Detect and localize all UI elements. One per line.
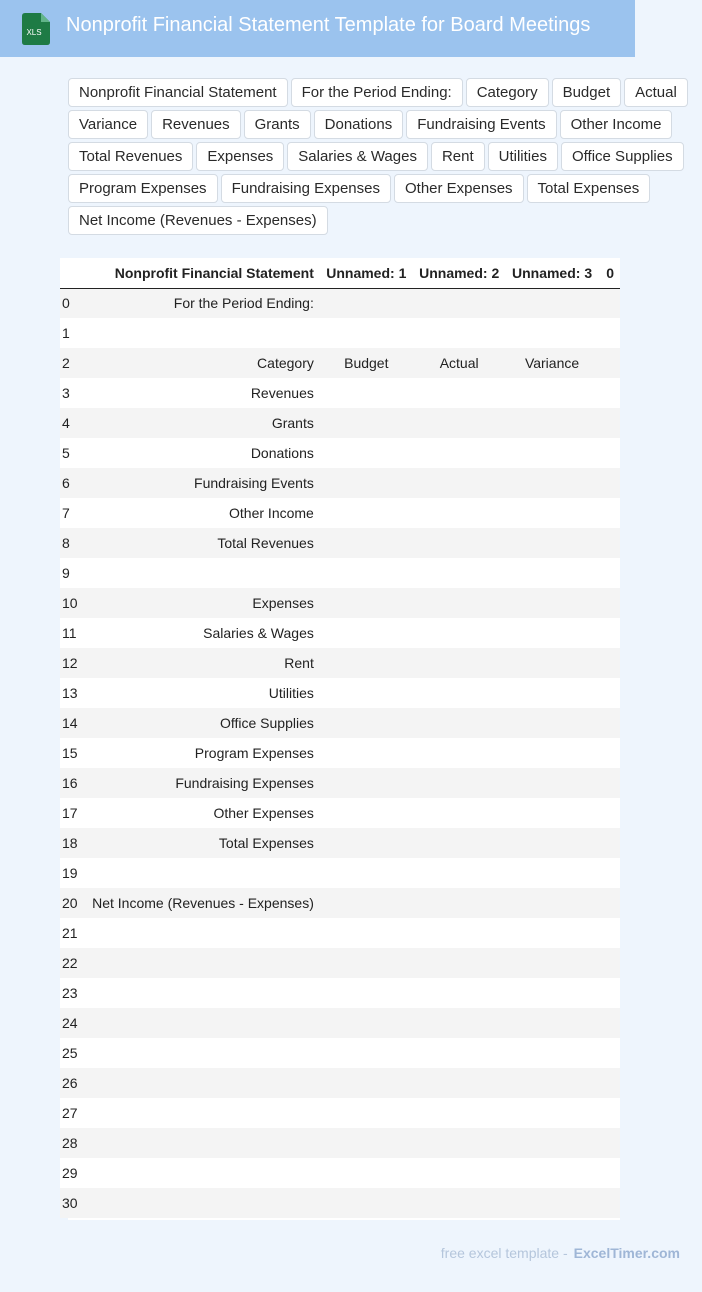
tag-chip[interactable]: Variance (68, 110, 148, 139)
table-cell (84, 1128, 320, 1158)
footer-text: free excel template - (440, 1245, 568, 1261)
table-row (60, 1038, 620, 1068)
row-index-cell: 22 (62, 955, 78, 971)
table-cell (84, 978, 320, 1008)
table-cell (598, 378, 620, 408)
table-row (60, 468, 620, 498)
table-cell (320, 978, 413, 1008)
row-index-cell: 12 (62, 655, 78, 671)
row-index-cell: 19 (62, 865, 78, 881)
table-cell (84, 918, 320, 948)
row-index-cell: 9 (62, 565, 70, 581)
column-header (60, 258, 84, 288)
table-cell (413, 378, 506, 408)
table-cell: Total Expenses (218, 835, 314, 851)
table-row (60, 828, 620, 858)
table-row (60, 498, 620, 528)
table-cell (413, 828, 506, 858)
table-cell (598, 888, 620, 918)
tag-chip[interactable]: Expenses (196, 142, 284, 171)
table-cell (598, 768, 620, 798)
table-cell (506, 1068, 599, 1098)
table-row (60, 348, 620, 378)
row-index-cell: 4 (62, 415, 70, 431)
table-cell (320, 858, 413, 888)
table-cell: Revenues (250, 385, 314, 401)
row-index-cell: 21 (62, 925, 78, 941)
table-cell (320, 948, 413, 978)
table-cell (598, 648, 620, 678)
table-cell (84, 858, 320, 888)
table-cell (506, 738, 599, 768)
table-cell (506, 558, 599, 588)
table-cell (598, 1068, 620, 1098)
table-cell: Utilities (268, 685, 314, 701)
table-cell (506, 858, 599, 888)
table-cell (320, 798, 413, 828)
table-cell (506, 978, 599, 1008)
table-cell (506, 1188, 599, 1218)
table-cell (598, 918, 620, 948)
table-cell (413, 588, 506, 618)
xls-icon-label: XLS (26, 28, 42, 37)
table-cell: Grants (271, 415, 314, 431)
footer-brand-link[interactable]: ExcelTimer.com (573, 1245, 680, 1261)
table-row (60, 1008, 620, 1038)
table-cell (320, 558, 413, 588)
tag-chip[interactable]: Net Income (Revenues - Expenses) (68, 206, 328, 235)
row-index-cell: 5 (62, 445, 70, 461)
table-cell (598, 498, 620, 528)
table-cell (413, 498, 506, 528)
row-index-cell: 18 (62, 835, 78, 851)
row-index-cell: 25 (62, 1045, 78, 1061)
table-cell (413, 648, 506, 678)
row-index-cell: 11 (62, 625, 77, 641)
table-cell (598, 438, 620, 468)
table-cell (413, 708, 506, 738)
table-cell (413, 438, 506, 468)
tag-chip[interactable]: Other Expenses (394, 174, 524, 203)
tag-list (68, 78, 688, 235)
table-cell (598, 558, 620, 588)
table-cell (506, 408, 599, 438)
table-row (60, 918, 620, 948)
column-header: Unnamed: 1 (320, 258, 413, 288)
table-row (60, 678, 620, 708)
table-cell (506, 318, 599, 348)
tag-chip[interactable]: Budget (552, 78, 622, 107)
table-cell: Office Supplies (219, 715, 314, 731)
table-row (60, 438, 620, 468)
table-row (60, 558, 620, 588)
table-cell (506, 288, 599, 318)
table-cell (413, 318, 506, 348)
table-cell (598, 948, 620, 978)
table-cell (320, 1038, 413, 1068)
table-cell (506, 438, 599, 468)
table-cell (320, 468, 413, 498)
table-cell (320, 768, 413, 798)
row-index-cell: 29 (62, 1165, 78, 1181)
table-cell (506, 888, 599, 918)
table-row (60, 768, 620, 798)
tag-chip[interactable]: Program Expenses (68, 174, 218, 203)
table-cell: Actual (439, 355, 479, 371)
table-cell (320, 588, 413, 618)
table-cell (506, 768, 599, 798)
table-cell (413, 528, 506, 558)
row-index-cell: 26 (62, 1075, 78, 1091)
table-cell (598, 1188, 620, 1218)
table-cell (506, 1038, 599, 1068)
row-index-cell: 27 (62, 1105, 78, 1121)
table-cell (598, 708, 620, 738)
tag-chip[interactable]: Fundraising Expenses (221, 174, 391, 203)
table-cell (598, 468, 620, 498)
table-cell: Fundraising Expenses (175, 775, 314, 791)
table-cell (598, 738, 620, 768)
table-row (60, 408, 620, 438)
table-cell (320, 1128, 413, 1158)
table-cell: Fundraising Events (194, 475, 314, 491)
table-cell (84, 318, 320, 348)
table-cell (598, 618, 620, 648)
table-cell (84, 1158, 320, 1188)
table-cell (506, 1098, 599, 1128)
table-cell (320, 1068, 413, 1098)
row-index-cell: 23 (62, 985, 78, 1001)
table-cell (506, 1128, 599, 1158)
table-cell: For the Period Ending: (173, 295, 314, 312)
table-row (60, 798, 620, 828)
table-cell (413, 888, 506, 918)
row-index-cell: 17 (62, 805, 78, 821)
page-header (0, 0, 635, 57)
table-cell (84, 558, 320, 588)
table-cell (598, 528, 620, 558)
table-cell (320, 888, 413, 918)
table-cell (320, 708, 413, 738)
table-cell (84, 1038, 320, 1068)
row-index-cell: 16 (62, 775, 78, 791)
table-cell (506, 648, 599, 678)
table-cell (320, 408, 413, 438)
table-cell (413, 1098, 506, 1128)
table-cell (413, 468, 506, 498)
table-cell (506, 468, 599, 498)
table-cell (598, 858, 620, 888)
table-cell: Salaries & Wages (203, 625, 314, 641)
table-row (60, 1158, 620, 1188)
row-index-cell: 15 (62, 745, 78, 761)
table-cell (84, 948, 320, 978)
table-cell (413, 858, 506, 888)
table-cell: Donations (250, 445, 314, 461)
table-cell (84, 1188, 320, 1218)
row-index-cell: 28 (62, 1135, 78, 1151)
table-cell (413, 1128, 506, 1158)
table-cell (506, 588, 599, 618)
table-cell (598, 798, 620, 828)
table-cell (506, 918, 599, 948)
table-row (60, 618, 620, 648)
table-cell (506, 948, 599, 978)
table-cell: Rent (284, 655, 314, 671)
table-cell (506, 828, 599, 858)
table-row (60, 288, 620, 318)
column-header: Unnamed: 2 (413, 258, 506, 288)
row-index-cell: 2 (62, 355, 70, 371)
table-cell (320, 618, 413, 648)
table-cell (320, 318, 413, 348)
table-cell (413, 918, 506, 948)
table-cell (413, 738, 506, 768)
table-cell (320, 1188, 413, 1218)
table-cell (320, 648, 413, 678)
column-header: 0 (598, 258, 620, 288)
table-cell (413, 978, 506, 1008)
row-index-cell: 24 (62, 1015, 78, 1031)
row-index-cell: 14 (62, 715, 78, 731)
table-cell (598, 318, 620, 348)
table-cell (320, 378, 413, 408)
table-cell (320, 498, 413, 528)
table-row (60, 588, 620, 618)
table-cell: Other Expenses (213, 805, 314, 821)
table-cell (413, 618, 506, 648)
table-cell (320, 918, 413, 948)
tag-chip[interactable]: Actual (624, 78, 688, 107)
table-cell (598, 1008, 620, 1038)
tag-chip[interactable]: For the Period Ending: (291, 78, 463, 107)
tag-chip[interactable]: Revenues (151, 110, 241, 139)
table-cell (598, 588, 620, 618)
table-cell (84, 1008, 320, 1038)
row-index-cell: 1 (62, 325, 70, 341)
tag-chip[interactable]: Grants (244, 110, 311, 139)
table-cell (320, 828, 413, 858)
table-cell (598, 1128, 620, 1158)
table-row (60, 1098, 620, 1128)
table-cell (598, 978, 620, 1008)
table-cell (598, 408, 620, 438)
table-cell (413, 768, 506, 798)
footer-credit (441, 1245, 680, 1261)
table-cell (506, 1158, 599, 1188)
table-cell (413, 1008, 506, 1038)
table-cell (320, 738, 413, 768)
table-cell (598, 1098, 620, 1128)
table-cell (413, 948, 506, 978)
table-cell (506, 528, 599, 558)
table-row (60, 1068, 620, 1098)
table-cell (506, 708, 599, 738)
tag-chip[interactable]: Utilities (488, 142, 558, 171)
data-table (60, 258, 620, 1218)
table-body (60, 288, 620, 1218)
excel-file-icon (22, 13, 50, 45)
table-row (60, 528, 620, 558)
table-cell (413, 408, 506, 438)
table-row (60, 1188, 620, 1218)
table-row (60, 888, 620, 918)
table-row (60, 1128, 620, 1158)
table-cell (413, 798, 506, 828)
tag-chip[interactable]: Nonprofit Financial Statement (68, 78, 288, 107)
row-index-cell: 0 (62, 295, 70, 312)
row-index-cell: 3 (62, 385, 70, 401)
spreadsheet-preview (62, 258, 620, 1220)
table-cell: Other Income (229, 505, 314, 521)
row-index-cell: 7 (62, 505, 70, 521)
table-cell: Category (257, 355, 314, 371)
table-cell (598, 348, 620, 378)
column-header: Nonprofit Financial Statement (84, 258, 320, 288)
tag-chip[interactable]: Donations (314, 110, 404, 139)
table-cell (320, 528, 413, 558)
tag-chip[interactable]: Total Expenses (527, 174, 651, 203)
table-cell: Budget (344, 355, 389, 371)
table-cell (506, 678, 599, 708)
table-cell (598, 1158, 620, 1188)
table-row (60, 948, 620, 978)
table-row (60, 978, 620, 1008)
table-cell (413, 1188, 506, 1218)
table-cell (413, 558, 506, 588)
table-cell (320, 1098, 413, 1128)
table-cell (84, 1098, 320, 1128)
table-cell: Expenses (252, 595, 314, 611)
table-cell (413, 1038, 506, 1068)
row-index-cell: 30 (62, 1195, 78, 1211)
table-row (60, 858, 620, 888)
row-index-cell: 10 (62, 595, 78, 611)
table-cell (506, 798, 599, 828)
table-header-row (60, 258, 620, 288)
table-cell (506, 618, 599, 648)
row-index-cell: 8 (62, 535, 70, 551)
table-cell (506, 1008, 599, 1038)
table-cell (413, 1158, 506, 1188)
tag-chip[interactable]: Total Revenues (68, 142, 193, 171)
row-index-cell: 6 (62, 475, 70, 491)
table-cell: Net Income (Revenues - Expenses) (92, 895, 314, 911)
table-cell: Program Expenses (194, 745, 314, 761)
table-cell (320, 438, 413, 468)
table-row (60, 378, 620, 408)
table-cell (413, 678, 506, 708)
table-cell (598, 1038, 620, 1068)
table-row (60, 708, 620, 738)
table-cell (598, 678, 620, 708)
table-row (60, 738, 620, 768)
tag-chip[interactable]: Category (466, 78, 549, 107)
table-cell: Variance (524, 355, 580, 371)
table-cell: Total Revenues (217, 535, 314, 551)
table-cell (320, 288, 413, 318)
table-cell (320, 1008, 413, 1038)
tag-chip[interactable]: Other Income (560, 110, 673, 139)
table-cell (413, 1068, 506, 1098)
tag-chip[interactable]: Fundraising Events (406, 110, 556, 139)
row-index-cell: 13 (62, 685, 78, 701)
table-cell (598, 828, 620, 858)
table-cell (506, 498, 599, 528)
table-row (60, 648, 620, 678)
table-cell (84, 1068, 320, 1098)
tag-chip[interactable]: Salaries & Wages (287, 142, 428, 171)
table-cell (320, 1158, 413, 1188)
table-row (60, 318, 620, 348)
page-title: Nonprofit Financial Statement Template for Board Meetings (66, 14, 591, 36)
row-index-cell: 20 (62, 895, 78, 911)
table-cell (598, 288, 620, 318)
tag-chip[interactable]: Rent (431, 142, 485, 171)
tag-chip[interactable]: Office Supplies (561, 142, 684, 171)
column-header: Unnamed: 3 (506, 258, 599, 288)
table-cell (506, 378, 599, 408)
table-cell (413, 288, 506, 318)
table-cell (320, 678, 413, 708)
